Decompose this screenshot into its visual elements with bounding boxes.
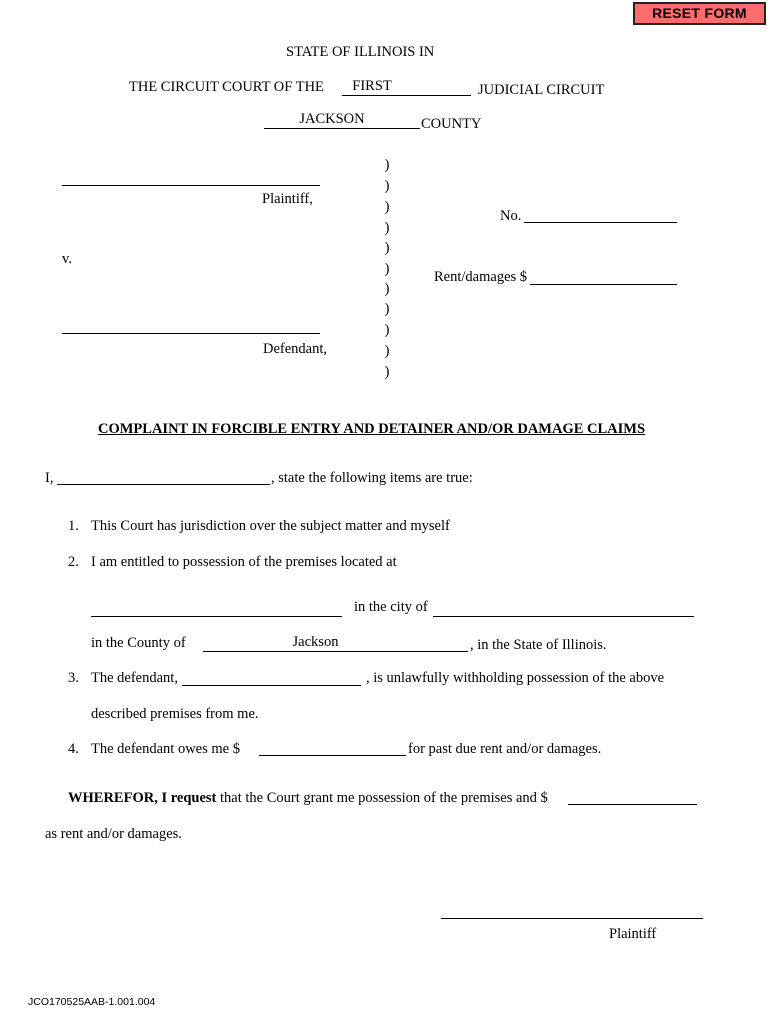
circuit-field[interactable] [342,95,471,96]
premises-county-field[interactable] [203,651,468,652]
county-field[interactable] [264,128,420,129]
plaintiff-name-field[interactable] [62,185,320,186]
caption-paren: ) [384,178,390,194]
wherefore-continuation: as rent and/or damages. [45,826,182,842]
state-suffix: , in the State of Illinois. [470,637,607,653]
reset-form-button[interactable]: RESET FORM [633,2,766,25]
caption-paren: ) [384,343,390,359]
item-1-text: This Court has jurisdiction over the subject matter and myself [91,518,450,534]
item-3-number: 3. [68,670,79,686]
plaintiff-signature-field[interactable] [441,918,703,919]
item-3-suffix: , is unlawfully withholding possession of the above [366,670,665,686]
item-1-number: 1. [68,518,79,534]
defendant-label: Defendant, [263,341,328,357]
circuit-suffix: JUDICIAL CIRCUIT [478,82,605,98]
in-county-label: in the County of [91,635,186,651]
caption-paren: ) [384,261,390,277]
in-city-label: in the city of [354,599,428,615]
item-3-prefix: The defendant, [91,670,178,686]
statement-suffix: , state the following items are true: [271,470,473,486]
court-prefix: THE CIRCUIT COURT OF THE [129,79,324,95]
case-number-field[interactable] [524,222,677,223]
amount-owed-field[interactable] [259,755,406,756]
rent-damages-label: Rent/damages $ [434,269,528,285]
state-heading: STATE OF ILLINOIS IN [286,44,435,60]
caption-paren: ) [384,281,390,297]
case-number-label: No. [500,208,522,224]
item-2-text: I am entitled to possession of the premises located at [91,554,397,570]
defendant-field[interactable] [182,685,361,686]
wherefore-label: WHEREFOR, I request [68,790,217,806]
caption-paren: ) [384,240,390,256]
county-field-value: JACKSON [299,111,365,127]
caption-paren: ) [384,157,390,173]
item-4-prefix: The defendant owes me $ [91,741,240,757]
complaint-title: COMPLAINT IN FORCIBLE ENTRY AND DETAINER AND/OR DAMAGE CLAIMS [98,421,646,437]
circuit-field-value: FIRST [352,78,392,94]
plaintiff-label: Plaintiff, [262,191,313,207]
caption-paren: ) [384,220,390,236]
defendant-name-field[interactable] [62,333,320,334]
signature-label: Plaintiff [609,926,657,942]
caption-paren: ) [384,364,390,380]
item-3-continuation: described premises from me. [91,706,259,722]
premises-county-value: Jackson [292,634,339,650]
item-4-suffix: for past due rent and/or damages. [408,741,602,757]
item-4-number: 4. [68,741,79,757]
caption-paren: ) [384,322,390,338]
wherefore-text: that the Court grant me possession of the premises and $ [220,790,548,806]
declarant-name-field[interactable] [57,484,270,485]
county-suffix: COUNTY [421,116,482,132]
caption-paren: ) [384,199,390,215]
versus-label: v. [62,251,72,267]
form-code: JCO170525AAB-1.001.004 [28,996,156,1008]
premises-address-field[interactable] [91,616,342,617]
statement-prefix: I, [45,470,54,486]
rent-damages-field[interactable] [530,284,677,285]
caption-paren: ) [384,301,390,317]
city-field[interactable] [433,616,694,617]
requested-amount-field[interactable] [568,804,697,805]
item-2-number: 2. [68,554,79,570]
